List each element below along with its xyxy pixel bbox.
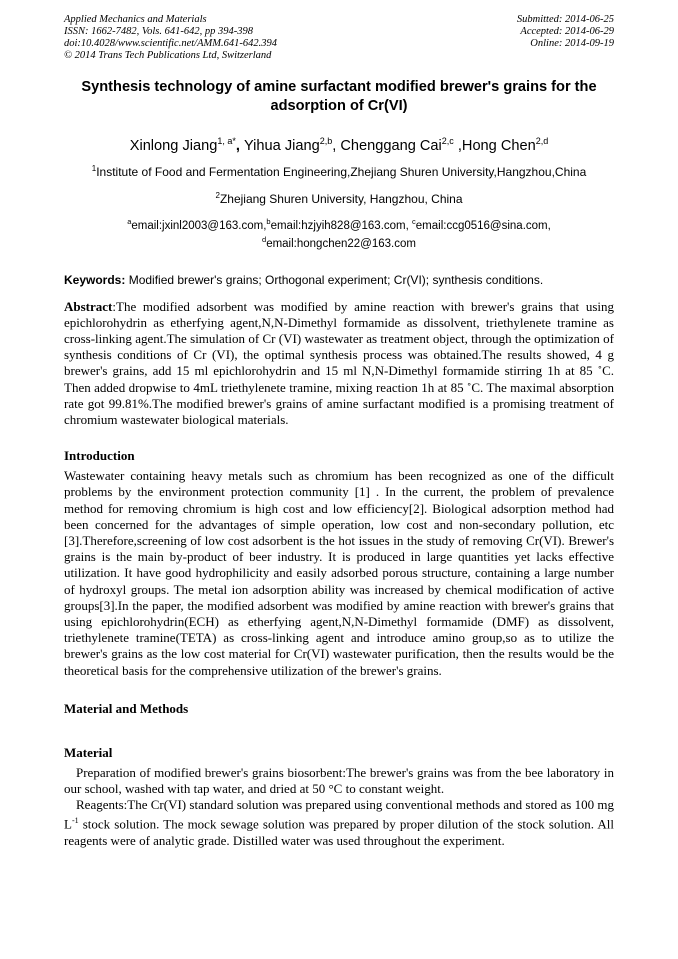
keywords-text: Modified brewer's grains; Orthogonal experiment; Cr(VI); synthesis conditions. bbox=[125, 272, 544, 287]
email-sup: d bbox=[262, 234, 267, 244]
journal-name: Applied Mechanics and Materials bbox=[64, 14, 207, 25]
journal-copyright: © 2014 Trans Tech Publications Ltd, Switzerland bbox=[64, 50, 272, 61]
author-sup: 1, a* bbox=[217, 136, 236, 146]
author-list bbox=[64, 132, 614, 155]
paper-page bbox=[64, 14, 614, 849]
submission-dates bbox=[517, 14, 614, 62]
paper-title: Synthesis technology of amine surfactant modified brewer's grains for the adsorption of Cr(VI) bbox=[81, 79, 597, 114]
email-sup: b bbox=[266, 216, 271, 226]
online-date: Online: 2014-09-19 bbox=[530, 38, 614, 49]
author-sup: 2,d bbox=[535, 136, 549, 146]
introduction-heading: Introduction bbox=[64, 448, 135, 464]
email-sup: c bbox=[412, 216, 416, 226]
accepted-date: Accepted: 2014-06-29 bbox=[520, 26, 614, 37]
author-name: Chenggang Cai bbox=[340, 137, 442, 154]
journal-header bbox=[64, 14, 614, 62]
abstract-label: Abstract bbox=[64, 298, 113, 314]
journal-issn: ISSN: 1662-7482, Vols. 641-642, pp 394-398 bbox=[64, 26, 253, 37]
abstract bbox=[64, 299, 614, 429]
author-name: Yihua Jiang bbox=[243, 137, 320, 154]
affiliation-sup: 2 bbox=[215, 190, 220, 200]
material-heading: Material bbox=[64, 744, 113, 760]
author-sup: 2,c bbox=[441, 136, 454, 146]
email-text: email:hzjyih828@163.com, bbox=[270, 219, 413, 232]
methods-heading: Material and Methods bbox=[64, 700, 189, 716]
email-text: email:hongchen22@163.com bbox=[266, 237, 416, 250]
introduction-text: Wastewater containing heavy metals such as chromium has been recognized as one of the difficult problems by the environment protection community [1] . In the current, the problem of prevalence method for removing chromium is high cost and low efficiency[2]. Biological adsorption method had been concerned for the advantages of simple operation, low cost and non-secondary pollution, etc [3].Therefore,screening of low cost adsorbent is the hot issues in the study of removing Cr(VI). Brewer's grains is the main by-product of beer industry. It is produced in large quantities yet lacks effective utilization. It have good hydrophilicity and easily adsorbed porous structure, containing a large number of hydroxyl groups. The metal ion adsorption ability was increased by chemical modification of active groups[3].In the paper, the modified adsorbent was modified by amine reaction with brewer's grains that using epichlorohydrin(ECH) as etherfying agent,N,N-Dimethyl formamide (DMF) as dissolvent, triethylenete tramine(TETA) as cross-linking agent and introduce amino group,so as to utilize the brewer's grains as the low cost material for Cr(VI) wastewater purification, then the results would be the theoretical basis for the comprehensive utilization of the brewer's grains. bbox=[64, 468, 614, 678]
author-sep: , bbox=[332, 137, 341, 154]
email-sup: a bbox=[127, 216, 132, 226]
material-paragraph-1: Preparation of modified brewer's grains biosorbent:The brewer's grains was from the bee laboratory in our school, washed with tap water, and dried at 50 °C to constant weight. bbox=[64, 764, 614, 796]
affiliation-text: Zhejiang Shuren University, Hangzhou, China bbox=[219, 191, 463, 206]
keywords-label: Keywords: bbox=[64, 272, 126, 287]
affiliation-1 bbox=[64, 161, 614, 180]
author-emails bbox=[64, 215, 614, 251]
email-text: email:ccg0516@sina.com, bbox=[415, 219, 551, 232]
author-name: Xinlong Jiang bbox=[129, 137, 218, 154]
author-sep: , bbox=[453, 137, 462, 154]
email-text: email:jxinl2003@163.com, bbox=[131, 219, 267, 232]
reagents-text: Reagents:The Cr(VI) standard solution was prepared using conventional methods and stored as 100 mg L bbox=[64, 797, 614, 832]
abstract-text: :The modified adsorbent was modified by amine reaction with brewer's grains that using epichlorohydrin as etherfying agent,N,N-Dimethyl formamide as dissolvent, triethylenete tramine as cross-linking agent.The simulation of Cr (VI) wastewater as treatment object, through the optimization of synthesis conditions of Cr (VI), the optimal synthesis process was obtained.The results showed, 4 g brewer's grains, add 15 ml epichlorohydrin and 15 ml N,N-Dimethyl formamide stirring 1h at 85 ˚C. Then added dropwise to 4mL triethylenete tramine, mixing reaction 1h at 85 ˚C. The maximal absorption rate got 99.81%.The modified brewer's grains of amine surfactant modified is a promising treatment of chromium wastewater biological materials. bbox=[64, 298, 614, 427]
journal-info bbox=[64, 14, 277, 62]
author-sep: , bbox=[235, 137, 244, 154]
affiliation-2 bbox=[64, 188, 614, 207]
unit-superscript: -1 bbox=[71, 816, 79, 826]
affiliation-text: Institute of Food and Fermentation Engineering,Zhejiang Shuren University,Hangzhou,China bbox=[96, 164, 587, 179]
affiliation-sup: 1 bbox=[91, 163, 97, 173]
material-paragraph-2 bbox=[64, 797, 614, 849]
submitted-date: Submitted: 2014-06-25 bbox=[516, 14, 614, 25]
keywords bbox=[64, 273, 614, 288]
reagents-text-cont: stock solution. The mock sewage solution was prepared by proper dilution of the stock solution. All reagents were of analytic grade. Distilled water was used throughout the experiment. bbox=[64, 816, 614, 848]
email-line bbox=[64, 215, 614, 233]
email-line bbox=[64, 233, 614, 251]
journal-doi: doi:10.4028/www.scientific.net/AMM.641-642.394 bbox=[64, 38, 277, 49]
author-sup: 2,b bbox=[319, 136, 333, 146]
author-name: Hong Chen bbox=[461, 137, 536, 154]
